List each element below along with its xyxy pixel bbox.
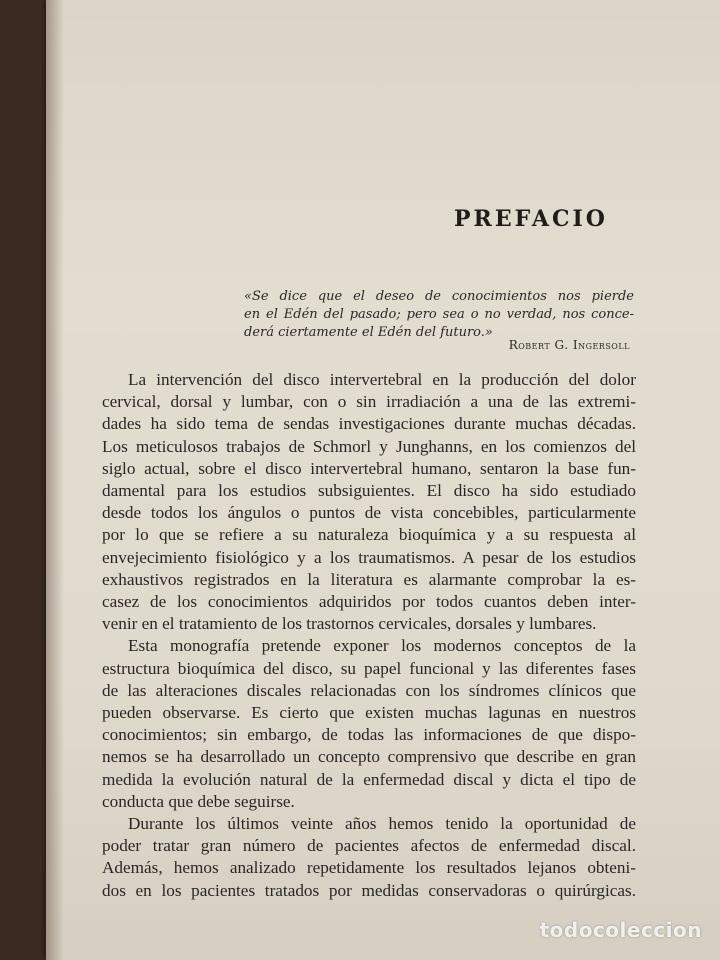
page-title: PREFACIO (454, 206, 608, 232)
text-line: estructura bioquímica del disco, su papel funcional y las diferentes fases (102, 658, 636, 678)
text-line: casez de los conocimientos adquiridos por todos cuantos deben inter- (102, 592, 636, 612)
text-line: medida la evolución natural de la enfermedad discal y dicta el tipo de (102, 769, 636, 789)
text-line: de las alteraciones discales relacionadas con los síndromes clínicos que (102, 680, 636, 700)
text-line: Esta monografía pretende exponer los modernos conceptos de la (128, 636, 636, 656)
paragraph-2 (102, 635, 636, 813)
text-line: Los meticulosos trabajos de Schmorl y Junghanns, en los comienzos del (102, 436, 636, 456)
text-line: desde todos los ángulos o puntos de vista concebibles, particularmente (102, 503, 636, 523)
text-line: por lo que se refiere a su naturaleza bioquímica y a su respuesta al (102, 525, 636, 545)
text-line: cervical, dorsal y lumbar, con o sin irradiación a una de las extremi- (102, 392, 636, 412)
text-line: exhaustivos registrados en la literatura es alarmante comprobar la es- (102, 569, 636, 589)
text-line: poder tratar gran número de pacientes afectos de enfermedad discal. (102, 836, 636, 856)
text-line: envejecimiento fisiológico y a los traumatismos. A pesar de los estudios (102, 547, 636, 567)
epigraph-line: derá ciertamente el Edén del futuro.» (244, 325, 493, 340)
text-line: dos en los pacientes tratados por medidas conservadoras o quirúrgicas. (102, 880, 636, 900)
text-line: Además, hemos analizado repetidamente los resultados lejanos obteni- (102, 858, 636, 878)
text-line: nemos se ha desarrollado un concepto comprensivo que describe en gran (102, 747, 636, 767)
text-line: conducta que debe seguirse. (102, 791, 295, 811)
watermark-logo: todocoleccion (539, 918, 702, 942)
epigraph-quote (244, 288, 634, 342)
epigraph-line: «Se dice que el deseo de conocimientos nos pierde (244, 289, 634, 304)
text-line: venir en el tratamiento de los trastornos cervicales, dorsales y lumbares. (102, 614, 597, 634)
text-line: conocimientos; sin embargo, de todas las informaciones de que dispo- (102, 725, 636, 745)
body-text (102, 369, 636, 902)
text-line: La intervención del disco intervertebral en la producción del dolor (128, 370, 636, 389)
epigraph-author: Robert G. Ingersoll (508, 338, 630, 352)
paragraph-1 (102, 369, 636, 635)
text-line: Durante los últimos veinte años hemos tenido la oportunidad de (128, 814, 636, 834)
text-line: pueden observarse. Es cierto que existen muchas lagunas en nuestros (102, 703, 636, 723)
paragraph-3 (102, 813, 636, 902)
spine-shadow (46, 0, 64, 960)
text-line: dades ha sido tema de sendas investigaciones durante muchas décadas. (102, 414, 636, 434)
text-line: damental para los estudios subsiguientes. El disco ha sido estudiado (102, 481, 636, 501)
text-line: siglo actual, sobre el disco intervertebral humano, sentaron la base fun- (102, 458, 636, 478)
epigraph-line: en el Edén del pasado; pero sea o no verdad, nos conce- (244, 307, 634, 322)
